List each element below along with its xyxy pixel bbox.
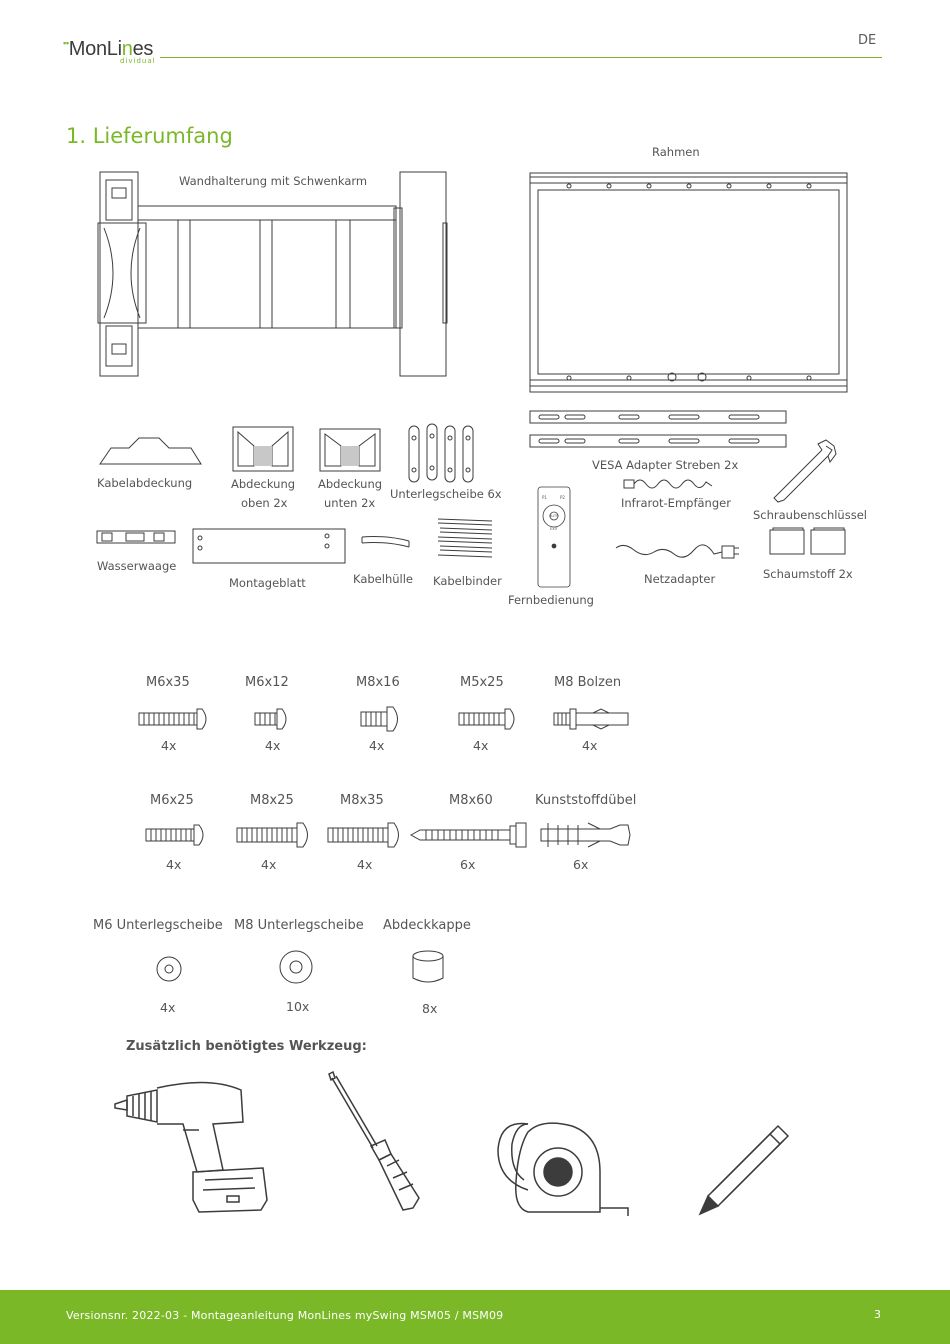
hw-m8x25-label: M8x25 <box>250 793 294 808</box>
remote-exit: EXIT <box>550 527 558 531</box>
cover-bottom-label-1: Abdeckung <box>318 477 383 491</box>
ir-receiver-label: Infrarot-Empfänger <box>621 496 731 510</box>
hw-m6-washer-count: 4x <box>160 1000 176 1015</box>
screwdriver-icon <box>327 1072 427 1214</box>
cover-top-label-2: oben 2x <box>241 496 288 510</box>
spirit-level-label: Wasserwaage <box>97 559 177 573</box>
hw-m6x35-label: M6x35 <box>146 675 190 690</box>
mounting-plate-label: Montageblatt <box>229 576 306 590</box>
drill-icon <box>113 1080 271 1214</box>
page-number: 3 <box>874 1308 881 1321</box>
hw-m6x35-count: 4x <box>161 738 177 753</box>
spirit-level-icon <box>96 529 176 545</box>
washer-plate-icon <box>407 424 475 484</box>
hw-m8x35-count: 4x <box>357 857 373 872</box>
screw-m8x35-icon <box>327 822 403 848</box>
hw-dowel-label: Kunststoffdübel <box>535 793 637 808</box>
mounting-plate-icon <box>192 528 346 564</box>
remote-auto: AUTO <box>549 514 559 518</box>
cover-bottom-icon <box>319 428 381 472</box>
cable-ties-icon <box>436 515 496 561</box>
hw-m8x25-count: 4x <box>261 857 277 872</box>
hw-cap-count: 8x <box>422 1001 438 1016</box>
wrench-label: Schraubenschlüssel <box>753 508 867 522</box>
ir-receiver-icon <box>622 474 714 494</box>
cable-cover-label: Kabelabdeckung <box>97 476 193 490</box>
frame-label: Rahmen <box>652 145 700 159</box>
vesa-struts-icon <box>529 410 787 450</box>
wall-mount-icon <box>98 168 448 378</box>
language-code: DE <box>858 33 877 48</box>
foam-label: Schaumstoff 2x <box>763 567 853 581</box>
tools-heading: Zusätzlich benötigtes Werkzeug: <box>126 1039 367 1054</box>
cover-cap-icon <box>411 950 445 984</box>
cover-top-label-1: Abdeckung <box>231 477 296 491</box>
cover-top-icon <box>232 426 294 472</box>
frame-icon <box>529 172 849 394</box>
foam-icon <box>769 527 847 555</box>
cable-sleeve-label: Kabelhülle <box>353 572 413 586</box>
hw-cap-label: Abdeckkappe <box>383 918 471 933</box>
cable-cover-icon <box>99 436 203 466</box>
tape-measure-icon <box>488 1120 632 1218</box>
screw-m5x25-icon <box>458 708 518 730</box>
screw-m6x12-icon <box>254 708 290 730</box>
section-title: 1. Lieferumfang <box>66 124 233 148</box>
power-adapter-label: Netzadapter <box>644 572 716 586</box>
screw-m6x35-icon <box>138 708 210 730</box>
washer-plate-label: Unterlegscheibe 6x <box>390 487 502 501</box>
cable-sleeve-icon <box>361 533 411 547</box>
hw-m6x12-count: 4x <box>265 738 281 753</box>
wall-mount-label: Wandhalterung mit Schwenkarm <box>179 174 368 188</box>
header-rule <box>160 57 882 58</box>
lag-screw-m8x60-icon <box>410 822 528 848</box>
hw-m8x60-label: M8x60 <box>449 793 493 808</box>
remote-label: Fernbedienung <box>508 593 594 607</box>
hw-m8-bolt-label: M8 Bolzen <box>554 675 622 690</box>
hw-m8-washer-label: M8 Unterlegscheibe <box>234 918 364 933</box>
footer-text: Versionsnr. 2022-03 - Montageanleitung MonLines mySwing MSM05 / MSM09 <box>66 1309 504 1322</box>
washer-m8-icon <box>278 949 314 985</box>
hw-dowel-count: 6x <box>573 857 589 872</box>
brand-logo: ▪▪MonLines <box>63 38 154 60</box>
screw-m6x25-icon <box>145 824 207 846</box>
brand-logo-sub: dividual <box>120 57 156 65</box>
power-adapter-icon <box>614 540 740 562</box>
wrench-icon <box>774 440 836 502</box>
cover-bottom-label-2: unten 2x <box>324 496 376 510</box>
pencil-icon <box>698 1124 790 1216</box>
hw-m6x25-label: M6x25 <box>150 793 194 808</box>
wall-plug-icon <box>540 819 632 851</box>
cable-ties-label: Kabelbinder <box>433 574 502 588</box>
hw-m8-washer-count: 10x <box>286 999 310 1014</box>
remote-p2: P2 <box>560 495 565 500</box>
screw-m8x16-icon <box>360 706 402 732</box>
hw-m6-washer-label: M6 Unterlegscheibe <box>93 918 223 933</box>
hw-m8x35-label: M8x35 <box>340 793 384 808</box>
bolt-m8-icon <box>553 707 629 731</box>
remote-p1: P1 <box>542 495 547 500</box>
screw-m8x25-icon <box>236 822 312 848</box>
hw-m8x16-label: M8x16 <box>356 675 400 690</box>
hw-m5x25-count: 4x <box>473 738 489 753</box>
hw-m6x25-count: 4x <box>166 857 182 872</box>
hw-m8x60-count: 6x <box>460 857 476 872</box>
washer-m6-icon <box>155 955 183 983</box>
hw-m5x25-label: M5x25 <box>460 675 504 690</box>
hw-m8x16-count: 4x <box>369 738 385 753</box>
hw-m6x12-label: M6x12 <box>245 675 289 690</box>
hw-m8-bolt-count: 4x <box>582 738 598 753</box>
remote-icon <box>537 486 571 588</box>
vesa-struts-label: VESA Adapter Streben 2x <box>592 458 739 472</box>
